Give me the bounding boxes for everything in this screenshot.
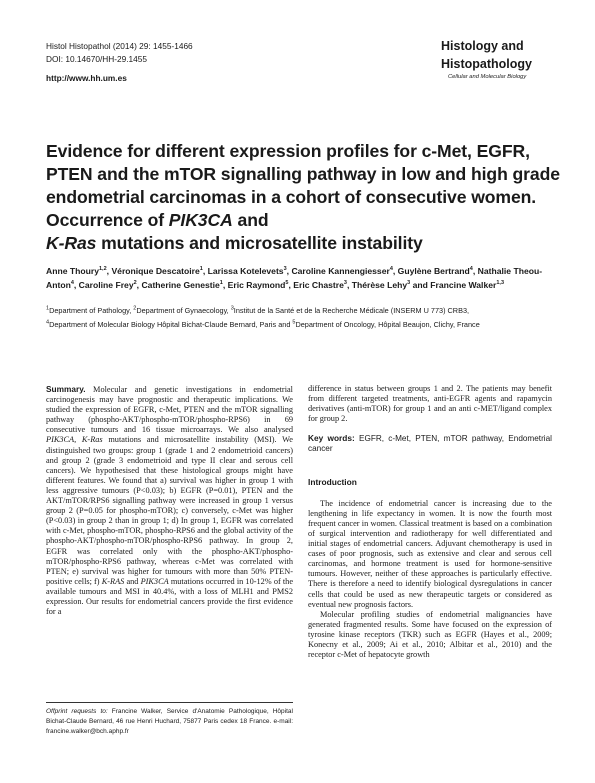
summary-paragraph: Summary. Molecular and genetic investigations in endometrial carcinogenesis may have prognostic and therapeutic implications. We studied the expression of EGFR, c-Met, PTEN and the mTOR signalling pathway (phospho-AKT/phospho-mTOR/phospho-RPS6) in 69 consecutive tumours and 16 tissue microarrays. We also analysed PIK3CA, K-Ras mutations and microsatellite instability (MSI). We distinguished two groups: group 1 (grade 1 and 2 endometrioid cancers) and group 2 (grade 3 endometrioid and type II clear and serous cell cancers). We hypothesised that these histological groups might have different features. We found that a) survival was higher in group 1 with less aggressive tumours (P<0.03); b) EGFR (P=0.01), PTEN and the AKT/mTOR/RPS6 signalling pathway were increased in group 1 versus group 2 (P=0.05 for phospho-mTOR); c) conversely, c-Met was higher (P<0.03) in group 2 than in group 1; d) In group 1, EGFR was correlated with c-Met, phospho-mTOR, phospho-RPS6 and the global activity of the phospho-AKT/phospho-mTOR/phospho-RPS6 pathway. In group 2, EGFR was correlated only with the phospho-AKT/phospho-mTOR/phospho-RPS6 pathway, whereas c-Met was correlated with PTEN; e) survival was higher for tumours with more than 50% PTEN-positive cells; f) K-RAS and PIK3CA mutations occurred in 10-12% of the available tumours and MSI in 40.4%, with a loss of MLH1 and PMS2 expression. Our results for endometrial cancers provide the first evidence for a [46,384,293,617]
title-gene-pik3ca: PIK3CA [168,210,233,230]
citation-block [46,40,193,66]
author: Caroline Frey$^2$ [78,280,137,290]
summary-continuation: difference in status between groups 1 and 2. The patients may benefit from different targeted treatments, anti-EGFR agents and rapamycin derivatives (anti-mTOR) for group 1 and an anti c-MET/ligand complex for group 2. [308,384,552,424]
intro-paragraph-2: Molecular profiling studies of endometrial malignancies have generated fragmented results. Some have focused on the expression of tyrosine kinase receptors (TKR) such as EGFR (Hayes et al., 2009; Konecny et al., 2009; Ai et al., 2010; Albitar et al., 2010) and the receptor c-Met of hepatocyte growth [308,609,552,660]
keywords [308,433,552,454]
journal-subtitle: Cellular and Molecular Biology [448,74,527,80]
title-part2: mutations and microsatellite instability [96,233,423,253]
author-affiliation-mark: 1,2 [99,266,107,273]
title-and: and [232,210,269,230]
affiliation-1: Department of Pathology, [49,306,134,315]
offprint-note [46,707,293,737]
offprint-label: Offprint requests to: [46,708,108,715]
journal-name-line2: Histopathology [441,56,532,71]
author: Guylène Bertrand$^4$ [397,266,473,276]
author: Eric Chastre$^3$ [293,280,347,290]
affiliation-2: Department of Gynaecology, [136,306,231,315]
author-affiliation-mark: 1 [199,266,203,273]
article-title [46,140,566,255]
author: Francine Walker$^{1,3}$ [430,280,505,290]
author-affiliation-mark: 1,3 [496,280,505,287]
title-gene-kras: K-Ras [46,233,97,253]
author-affiliation-mark: 1 [219,280,223,287]
affiliations: $^1$Department of Pathology, $^2$Department of Gynaecology, $^3$Institut de la Santé et de la Recherche Médicale (INSERM U 773) CRB3, $^4$Department of Molecular Biology Hôpital Bichat-Claude Bernard, Paris and $^5$Department of Oncology, Hôpital Beaujon, Clichy, France [46,305,480,329]
affiliation-5: Department of Oncology, Hôpital Beaujon, Clichy, France [295,320,480,329]
author: Véronique Descatoire$^1$ [111,266,203,276]
author-affiliation-mark: 4 [70,280,74,287]
journal-name-line1: Histology and [441,39,524,53]
footnote-rule [46,702,293,703]
journal-url[interactable]: http://www.hh.um.es [46,73,127,83]
author: Anne Thoury$^{1,2}$ [46,266,107,276]
section-heading-introduction: Introduction [308,476,357,487]
author-affiliation-mark: 3 [343,280,347,287]
affiliation-3: Institut de la Santé et de la Recherche Médicale (INSERM U 773) CRB3, [233,306,470,315]
keywords-text: EGFR, c-Met, PTEN, mTOR pathway, Endometrial cancer [308,434,552,454]
offprint-text: Francine Walker, Service d'Anatomie Pathologique, Hôpital Bichat-Claude Bernard, 46 rue Henri Huchard, 75877 Paris cedex 18 France. e-mail: francine.walker@bch.aphp.fr [46,708,293,735]
right-column [308,384,552,660]
author-affiliation-mark: 2 [133,280,137,287]
author-affiliation-mark: 4 [389,266,393,273]
author: Eric Raymond$^5$ [227,280,289,290]
author-affiliation-mark: 5 [285,280,289,287]
doi[interactable]: DOI: 10.14670/HH-29.1455 [46,54,148,64]
author: Larissa Kotelevets$^3$ [207,266,287,276]
author: Catherine Genestie$^1$ [141,280,223,290]
journal-name [441,38,532,73]
author-affiliation-mark: 4 [469,266,473,273]
author-list: Anne Thoury$^{1,2}$, Véronique Descatoire$^1$, Larissa Kotelevets$^3$, Caroline Kannengiesser$^4$, Guylène Bertrand$^4$, Nathalie Theou-Anton$^4$, Caroline Frey$^2$, Catherine Genestie$^1$, Eric Raymond$^5$, Eric Chastre$^3$, Thérèse Lehy$^3$ and Francine Walker$^{1,3}$ [46,266,543,290]
author: Nathalie Theou-Anton$^4$ [46,266,543,290]
summary-continued: mutations occurred in 10-12% of the available tumours and MSI in 40.4%, with a loss of MLH1 and PMS2 expression. Our results for endometrial cancers provide the first evidence for a [46,576,293,617]
author-affiliation-mark: 3 [407,280,411,287]
intro-paragraph-1: The incidence of endometrial cancer is increasing due to the lengthening in life expectancy in women. It is now the fourth most frequent cancer in women. Classical treatment is based on a combination of surgical intervention and radiotherapy for well differentiated and initial stages of endometrial cancers. Adjuvant chemotherapy is used in cases of poor prognosis, such as extensive and clear and serous cell carcinomas, and hormone treatment is used for hormone-sensitive tumours. However, neither of these approaches is particularly effective. There is therefore a need to identify biological dysregulations in cancer cells that could be used as new therapeutic targets or considered as eventual new prognosis factors. [308,498,552,609]
left-column [46,384,293,617]
author-affiliation-mark: 3 [283,266,287,273]
author: Caroline Kannengiesser$^4$ [291,266,393,276]
citation: Histol Histopathol (2014) 29: 1455-1466 [46,41,193,51]
keywords-label: Key words: [308,433,355,444]
affiliation-4: Department of Molecular Biology Hôpital Bichat-Claude Bernard, Paris and [49,320,293,329]
summary-label: Summary. [46,384,86,394]
author: Thérèse Lehy$^3$ [351,280,411,290]
title-part1: Evidence for different expression profiles for c-Met, EGFR, PTEN and the mTOR signalling pathway in low and high grade endometrial carcinomas in a cohort of consecutive women. Occurrence of [46,141,560,230]
